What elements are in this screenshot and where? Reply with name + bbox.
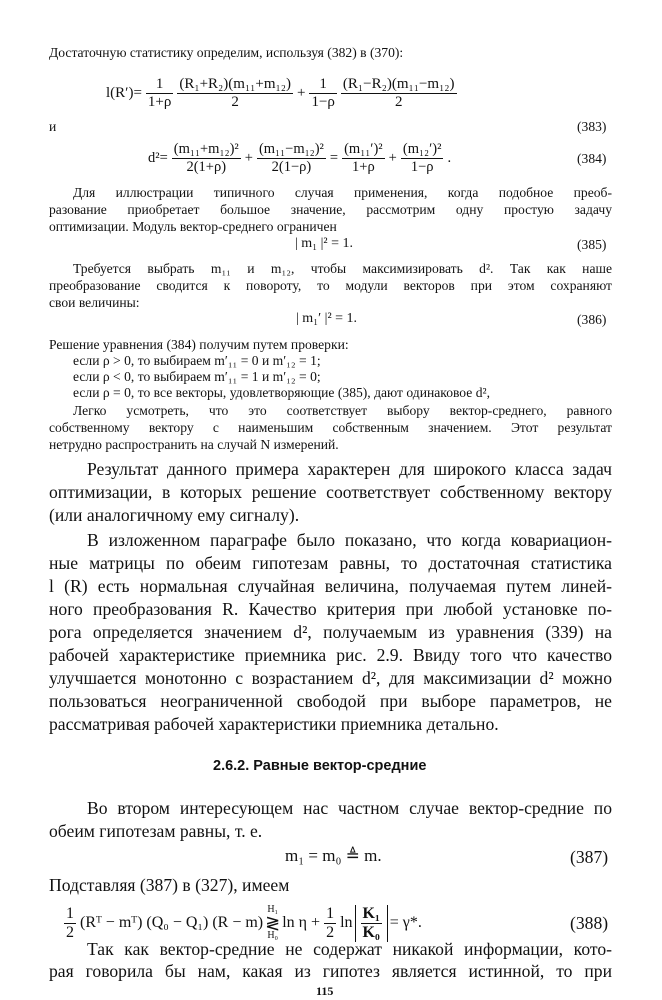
equation-382 [104,70,459,116]
paragraph-line: Результат данного примера характерен для широкого класса задач [87,459,612,479]
paragraph-line: рабочей характеристике приемника рис. 2.9. Ввиду того что качество [49,645,612,665]
eq388-ln-eta: ln η + [282,914,321,931]
section-heading: 2.6.2. Равные вектор-средние [213,758,427,774]
paragraph-line: Так как вектор-средние не содержат никакой информации, кото- [87,939,612,959]
equation-385: | m₁ |² = 1. [295,236,353,251]
eq384-period: . [447,149,452,166]
paragraph-line: оптимизации. Модуль вектор-среднего ограничен [49,219,337,234]
paragraph-line: свои величины: [49,295,140,310]
paragraph-line: Для иллюстрации типичного случая применения, когда подобное преоб- [73,185,612,200]
paragraph-line: если ρ < 0, то выбираем m′₁₁ = 1 и m′₁₂ = 0; [73,369,321,384]
eq382-frac4: $\frac{\text{(R₁−R₂)(m₁₁−m₁₂)}}{2}$ [342,75,455,110]
paragraph-line: нетрудно распространить на случай N измерений. [49,437,339,452]
equation-number-384: (384) [577,151,607,166]
paragraph-line: пользоваться неограниченной свободой при выборе параметров, не [49,691,612,711]
paragraph-line: преобразование сводится к повороту, то модули векторов при этом сохраняют [49,278,612,293]
eq382-plus: + [296,84,306,101]
eq384-lhs: d²= [148,149,168,166]
paragraph-line: обеим гипотезам равны, т. е. [49,821,263,841]
eq384-plus2: + [388,149,397,166]
eq388-ln: ln [340,914,353,931]
paragraph-line: (или аналогичному ему сигналу). [49,505,300,525]
paragraph-line: разование приобретает большое значение, рассмотрим одну простую задачу [49,202,612,217]
equation-number-383: (383) [577,119,607,134]
eq388-frac-half2: $\frac{1}{2}$ [326,904,335,941]
equation-number-388: (388) [570,913,609,933]
equation-number-387: (387) [570,847,609,867]
eq388-decision-rule: H₁ ≷ H₀ [265,904,281,941]
paragraph-line: Легко усмотреть, что это соответствует выбору вектор-среднего, равного [73,403,612,418]
eq388-rhs: = γ*. [389,914,422,931]
paragraph-line: ные матрицы по обеим гипотезам равны, то достаточная статистика [49,553,612,573]
paragraph-line: оптимизации, в которых решение соответствует собственному вектору [49,482,612,502]
eq384-plus1: + [244,149,253,166]
eq382-frac3: $\frac{1}{1-\rho}$ [311,75,335,110]
paragraph-line: рога определяется значением d², получаемым из уравнения (339) на [49,622,612,642]
eq382-lhs: l(R′)= [106,84,142,101]
paragraph-line: Подставляя (387) в (327), имеем [49,875,290,895]
eq388-quadratic-form: (Rᵀ − mᵀ) (Q₀ − Q₁) (R − m) [80,914,264,931]
eq388-determinant-ratio: $\frac{\text{K₁}}{\text{K₀}}$ [355,905,388,942]
eq388-frac-half: $\frac{1}{2}$ [66,904,74,941]
paragraph-line: l (R) есть нормальная случайная величина, получаемая путем линей- [49,576,612,596]
paragraph-intro: Достаточную статистику определим, используя (382) в (370): [49,45,404,60]
page-number: 115 [316,984,334,998]
equation-386: | m₁′ |² = 1. [296,311,358,326]
equation-number-386: (386) [577,312,607,327]
paragraph-line: В изложенном параграфе было показано, что когда ковариацион- [87,530,612,550]
eq384-equals: = [329,149,339,166]
paragraph-line: собственному вектору с наименьшим собственным значением. Этот результат [49,420,612,435]
paragraph-line: Во втором интересующем нас частном случае вектор-средние по [87,798,612,818]
eq382-frac2: $\frac{\text{(R₁+R₂)(m₁₁+m₁₂)}}{2}$ [179,75,291,110]
eq384-frac1: $\frac{\text{(m₁₁+m₁₂)²}}{2(1+\rho)}$ [173,140,239,175]
paragraph-line: Решение уравнения (384) получим путем проверки: [49,337,349,352]
eq384-frac4: $\frac{\text{(m₁₂′)²}}{1-\rho}$ [402,140,442,175]
equation-384 [146,136,453,180]
paragraph-line: ного преобразования R. Качество критерия при любой установке по- [49,599,612,619]
paragraph-line: улучшается монотонно с возрастанием d², для максимизации d² можно [49,668,612,688]
paragraph-line: Требуется выбрать m₁₁ и m₁₂, чтобы максимизировать d². Так как наше [73,261,612,276]
eq382-frac1: $\frac{1}{1+\rho}$ [147,75,172,110]
eq384-frac2: $\frac{\text{(m₁₁−m₁₂)²}}{2(1-\rho)}$ [258,140,324,175]
word-and: и [49,119,57,134]
equation-387: m₁ = m₀ ≜ m. [285,846,382,865]
paragraph-line: если ρ > 0, то выбираем m′₁₁ = 0 и m′₁₂ = 1; [73,353,321,368]
paragraph-line: если ρ = 0, то все векторы, удовлетворяющие (385), дают одинаковое d², [73,385,490,400]
equation-number-385: (385) [577,237,607,252]
paragraph-line: рассматривая рабочей характеристики приемника детально. [49,714,499,734]
eq384-frac3: $\frac{\text{(m₁₁′)²}}{1+\rho}$ [344,140,383,175]
paragraph-line: рая говорила бы нам, какая из гипотез является истинной, то при [49,961,612,981]
